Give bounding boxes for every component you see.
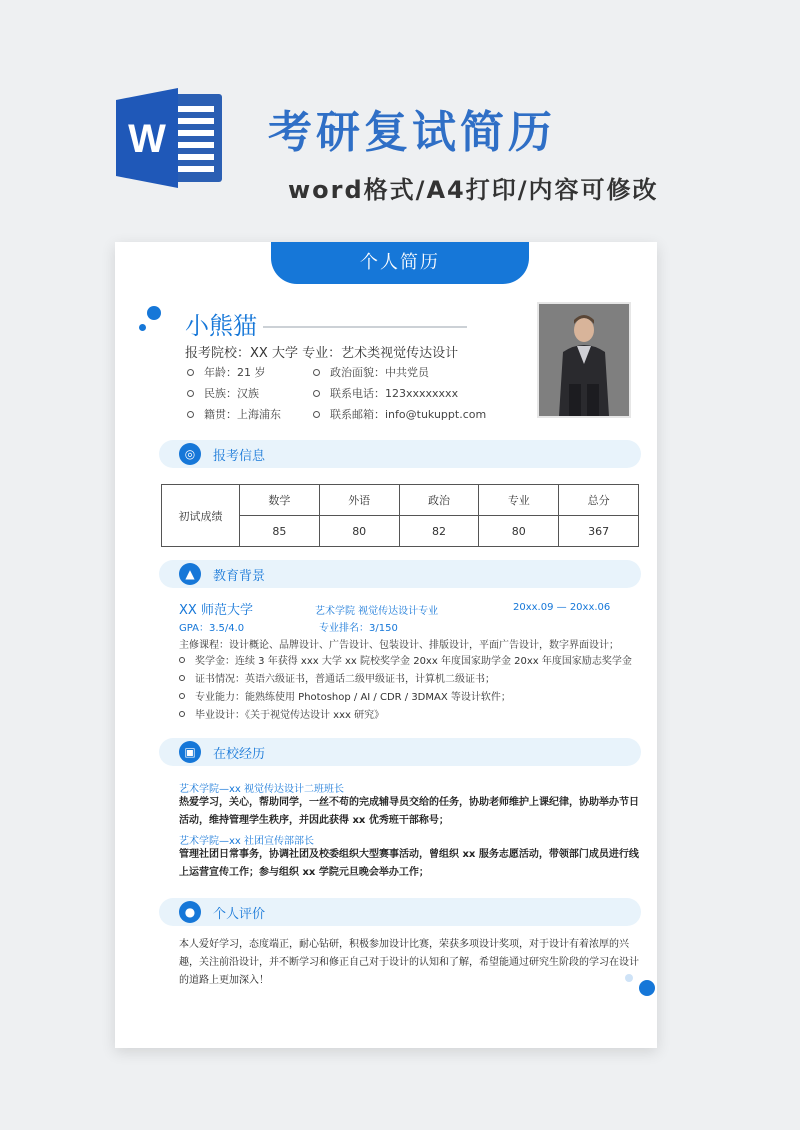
page-title: 考研复试简历 bbox=[268, 107, 556, 158]
bullet-icon bbox=[187, 390, 194, 397]
section-education-label: 教育背景 bbox=[213, 569, 266, 584]
info-phone: 联系电话：123xxxxxxxx bbox=[313, 385, 458, 401]
section-evaluation-label: 个人评价 bbox=[213, 907, 266, 922]
score-header: 总分 bbox=[559, 485, 639, 516]
info-email: 联系邮箱：info@tukuppt.com bbox=[313, 406, 486, 422]
campus-desc: 热爱学习，关心，帮助同学，一丝不苟的完成辅导员交给的任务，协助老师维护上课纪律，协助举办节日活动，维持管理学生秩序，并因此获得 xx 优秀班干部称号； bbox=[179, 797, 639, 826]
info-political: 政治面貌：中共党员 bbox=[313, 364, 429, 380]
score-value: 80 bbox=[479, 516, 559, 547]
edu-gpa: GPA：3.5/4.0 bbox=[179, 623, 245, 634]
bullet-icon bbox=[187, 369, 194, 376]
resume-tab-title: 个人简历 bbox=[271, 242, 529, 284]
decor-dot-small bbox=[139, 324, 146, 331]
section-evaluation bbox=[159, 898, 641, 926]
edu-date: 20xx.09 — 20xx.06 bbox=[513, 602, 611, 613]
table-row bbox=[162, 485, 639, 516]
bullet-icon bbox=[313, 369, 320, 376]
score-value: 367 bbox=[559, 516, 639, 547]
score-header: 外语 bbox=[319, 485, 399, 516]
section-education bbox=[159, 560, 641, 588]
section-exam bbox=[159, 440, 641, 468]
candidate-name: 小熊猫 bbox=[185, 312, 257, 340]
word-logo-icon bbox=[116, 86, 226, 190]
bullet-icon bbox=[313, 411, 320, 418]
name-divider bbox=[263, 326, 467, 328]
scores-table bbox=[161, 484, 639, 547]
campus-desc: 管理社团日常事务，协调社团及校委组织大型赛事活动，曾组织 xx 服务志愿活动，带领部门成员进行线上运营宣传工作；参与组织 xx 学院元旦晚会举办工作； bbox=[179, 849, 639, 878]
bullet-icon bbox=[179, 711, 185, 717]
bullet-icon bbox=[187, 411, 194, 418]
edu-school: XX 师范大学 bbox=[179, 603, 253, 618]
evaluation-text: 本人爱好学习，态度端正，耐心钻研，积极参加设计比赛，荣获多项设计奖项，对于设计有着浓厚的兴趣，关注前沿设计，并不断学习和修正自己对于设计的认知和了解，希望能通过研究生阶段的学习在设计的道路上更加深入！ bbox=[179, 939, 639, 986]
score-value: 82 bbox=[399, 516, 479, 547]
info-ethnicity: 民族：汉族 bbox=[187, 385, 259, 401]
resume-paper bbox=[115, 242, 657, 1048]
score-header: 专业 bbox=[479, 485, 559, 516]
profile-photo bbox=[537, 302, 631, 418]
bullet-icon bbox=[313, 390, 320, 397]
word-logo-letter: W bbox=[128, 117, 166, 161]
section-campus bbox=[159, 738, 641, 766]
person-icon: ● bbox=[179, 901, 201, 923]
decor-dot bbox=[147, 306, 161, 320]
score-value: 80 bbox=[319, 516, 399, 547]
section-campus-label: 在校经历 bbox=[213, 747, 266, 762]
edu-courses: 主修课程：设计概论、品牌设计、广告设计、包装设计、排版设计，平面广告设计，数字界面设计； bbox=[179, 640, 619, 651]
graduation-cap-icon: ▲ bbox=[179, 563, 201, 585]
info-hometown: 籍贯：上海浦东 bbox=[187, 406, 281, 422]
score-header: 数学 bbox=[240, 485, 320, 516]
apply-info: 报考院校：XX 大学 专业：艺术类视觉传达设计 bbox=[185, 346, 459, 361]
section-exam-label: 报考信息 bbox=[213, 449, 266, 464]
info-age: 年龄：21 岁 bbox=[187, 364, 266, 380]
page-subtitle: word格式/A4打印/内容可修改 bbox=[288, 176, 659, 204]
list-item: 专业能力：能熟练使用 Photoshop / AI / CDR / 3DMAX 等设计软件； bbox=[179, 689, 632, 707]
list-item: 奖学金：连续 3 年获得 xxx 大学 xx 院校奖学金 20xx 年度国家助学金 20xx 年度国家励志奖学金 bbox=[179, 653, 632, 671]
score-value: 85 bbox=[240, 516, 320, 547]
bullet-icon bbox=[179, 657, 185, 663]
bullet-icon bbox=[179, 693, 185, 699]
edu-list bbox=[179, 653, 632, 725]
campus-title: 艺术学院—xx 社团宣传部部长 bbox=[179, 836, 315, 847]
book-icon: ▣ bbox=[179, 741, 201, 763]
list-item: 毕业设计：《关于视觉传达设计 xxx 研究》 bbox=[179, 707, 632, 725]
list-item: 证书情况：英语六级证书，普通话二级甲级证书，计算机二级证书； bbox=[179, 671, 632, 689]
edu-rank: 专业排名：3/150 bbox=[319, 623, 398, 634]
score-header: 政治 bbox=[399, 485, 479, 516]
score-row-label: 初试成绩 bbox=[162, 485, 240, 547]
person-photo-icon bbox=[539, 304, 629, 416]
bullet-icon bbox=[179, 675, 185, 681]
campus-title: 艺术学院—xx 视觉传达设计二班班长 bbox=[179, 784, 345, 795]
target-icon: ◎ bbox=[179, 443, 201, 465]
edu-major: 艺术学院 视觉传达设计专业 bbox=[315, 606, 439, 617]
